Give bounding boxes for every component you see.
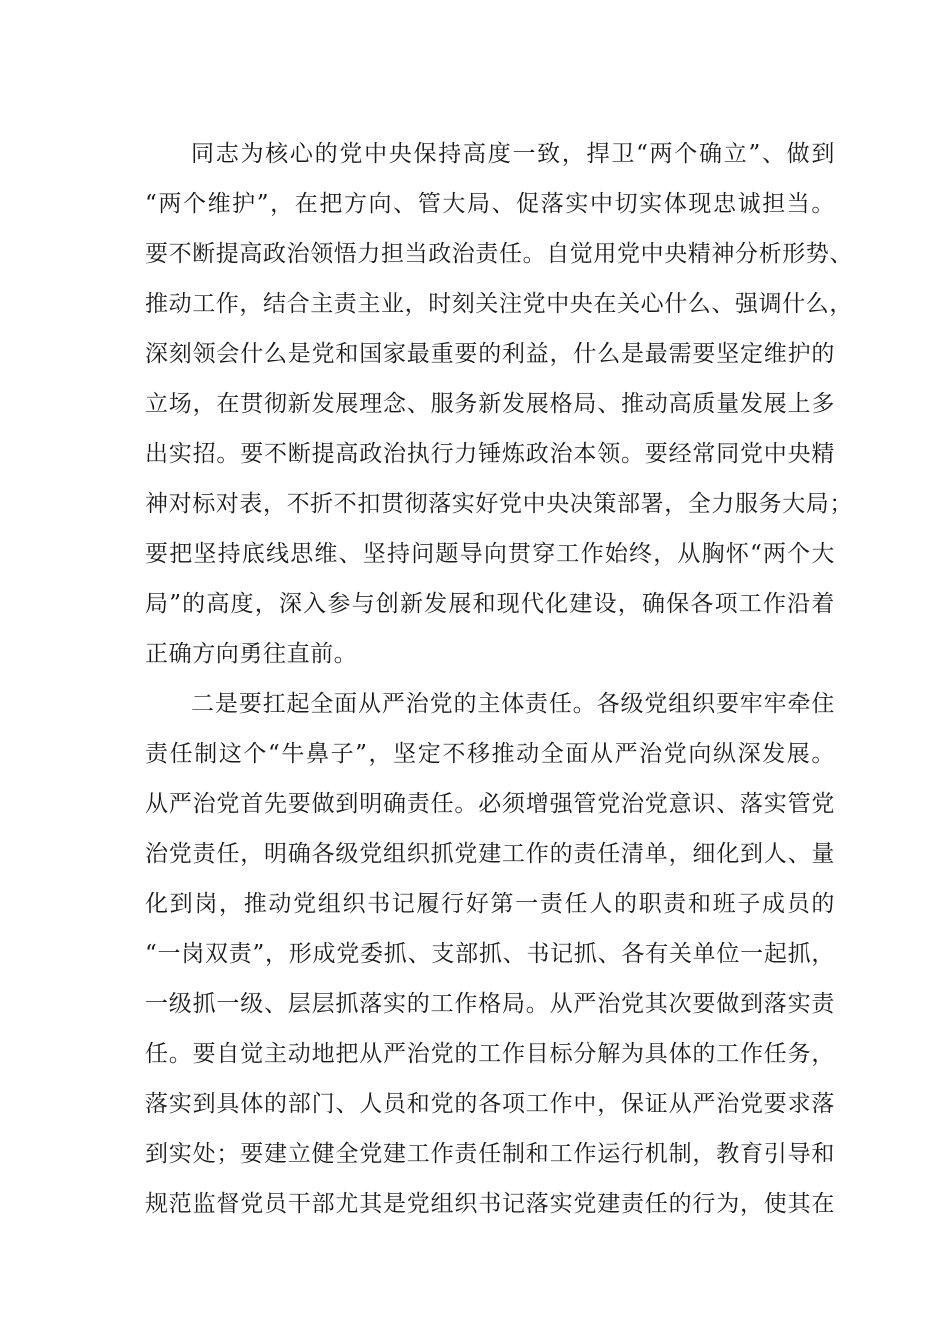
text-line: 立场，在贯彻新发展理念、服务新发展格局、推动高质量发展上多 <box>145 391 835 417</box>
text-line: 要把坚持底线思维、坚持问题导向贯穿工作始终，从胸怀“两个大 <box>145 541 835 567</box>
text-line: 化到岗，推动党组织书记履行好第一责任人的职责和班子成员的 <box>145 891 835 917</box>
text-line: 神对标对表，不折不扣贯彻落实好党中央决策部署，全力服务大局； <box>145 491 853 517</box>
text-line: 到实处；要建立健全党建工作责任制和工作运行机制，教育引导和 <box>145 1141 835 1167</box>
text-line: 局”的高度，深入参与创新发展和现代化建设，确保各项工作沿着 <box>145 591 835 617</box>
text-line: 推动工作，结合主责主业，时刻关注党中央在关心什么、强调什么， <box>145 291 853 317</box>
text-line: 治党责任，明确各级党组织抓党建工作的责任清单，细化到人、量 <box>145 841 835 867</box>
text-line: 出实招。要不断提高政治执行力锤炼政治本领。要经常同党中央精 <box>145 441 835 467</box>
text-line: 深刻领会什么是党和国家最重要的利益，什么是最需要坚定维护的 <box>145 341 835 367</box>
text-line: 一级抓一级、层层抓落实的工作格局。从严治党其次要做到落实责 <box>145 991 835 1017</box>
text-line: “两个维护”，在把方向、管大局、促落实中切实体现忠诚担当。 <box>145 191 835 217</box>
text-line: 正确方向勇往直前。 <box>145 641 358 667</box>
text-line: 从严治党首先要做到明确责任。必须增强管党治党意识、落实管党 <box>145 791 835 817</box>
text-line: 二是要扛起全面从严治党的主体责任。各级党组织要牢牢牵住 <box>191 691 835 717</box>
text-line: 规范监督党员干部尤其是党组织书记落实党建责任的行为，使其在 <box>145 1191 835 1217</box>
text-line: 任。要自觉主动地把从严治党的工作目标分解为具体的工作任务， <box>145 1041 835 1067</box>
text-line: 要不断提高政治领悟力担当政治责任。自觉用党中央精神分析形势、 <box>145 241 853 267</box>
text-line: 落实到具体的部门、人员和党的各项工作中，保证从严治党要求落 <box>145 1091 835 1117</box>
text-line: 同志为核心的党中央保持高度一致，捍卫“两个确立”、做到 <box>191 141 835 167</box>
text-line: “一岗双责”，形成党委抓、支部抓、书记抓、各有关单位一起抓， <box>145 941 835 967</box>
text-line: 责任制这个“牛鼻子”，坚定不移推动全面从严治党向纵深发展。 <box>145 741 835 767</box>
